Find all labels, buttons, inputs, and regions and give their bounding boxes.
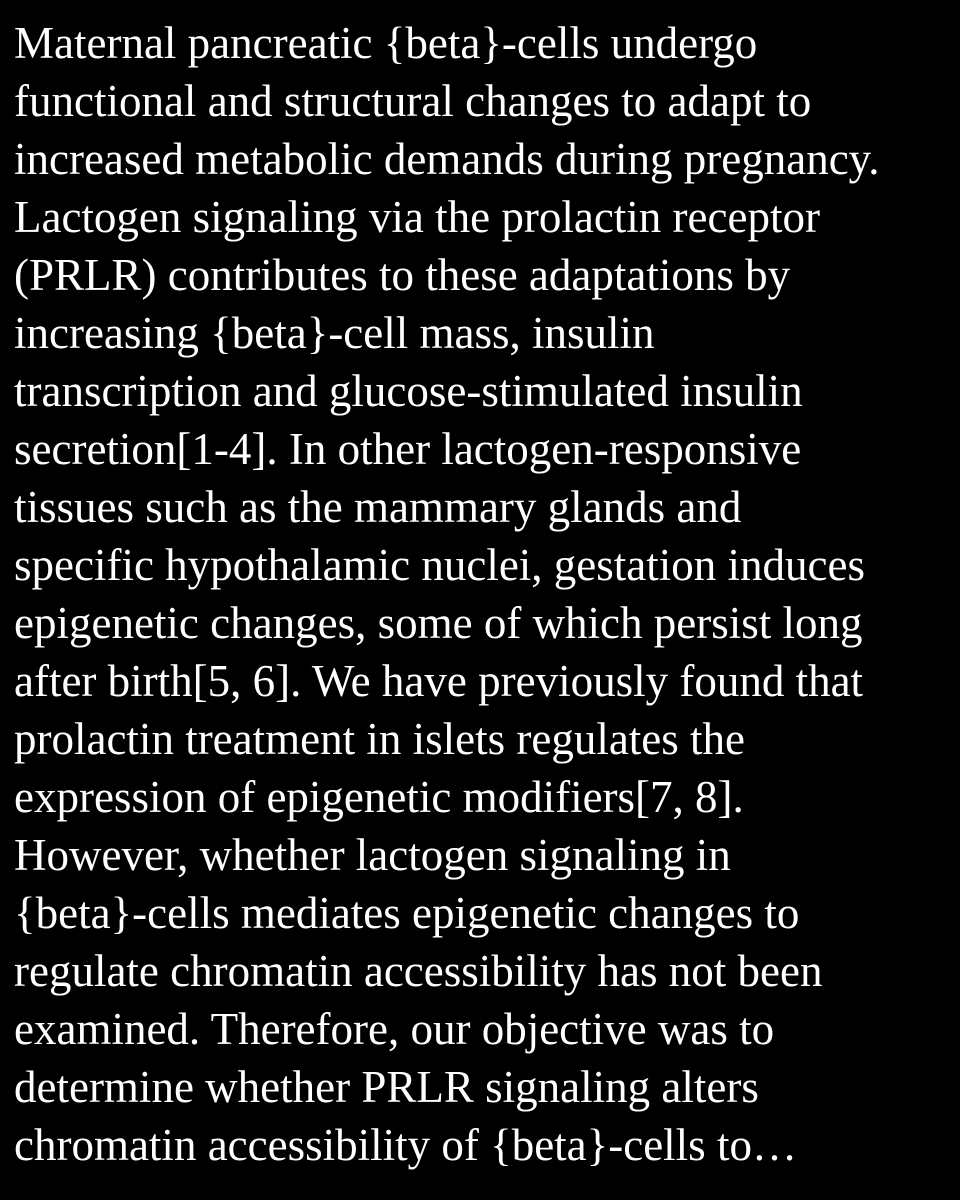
abstract-text: Maternal pancreatic {beta}-cells undergo functional and structural changes to adapt to increased metabolic demands during pregnancy. Lactogen signaling via the prolactin receptor (PRLR) contributes to these adaptations by increasing {beta}-cell mass, insulin transcription and glucose-stimulated insulin secretion[1-4]. In other lactogen-responsive tissues such as the mammary glands and specific hypothalamic nuclei, gestation induces epigenetic changes, some of which persist long after birth[5, 6]. We have previously found that prolactin treatment in islets regulates the expression of epigenetic modifiers[7, 8]. However, whether lactogen signaling in {beta}-cells mediates epigenetic changes to regulate chromatin accessibility has not been examined. Therefore, our objective was to determine whether PRLR signaling alters chromatin accessibility of {beta}-cells to… [14,18,880,1170]
